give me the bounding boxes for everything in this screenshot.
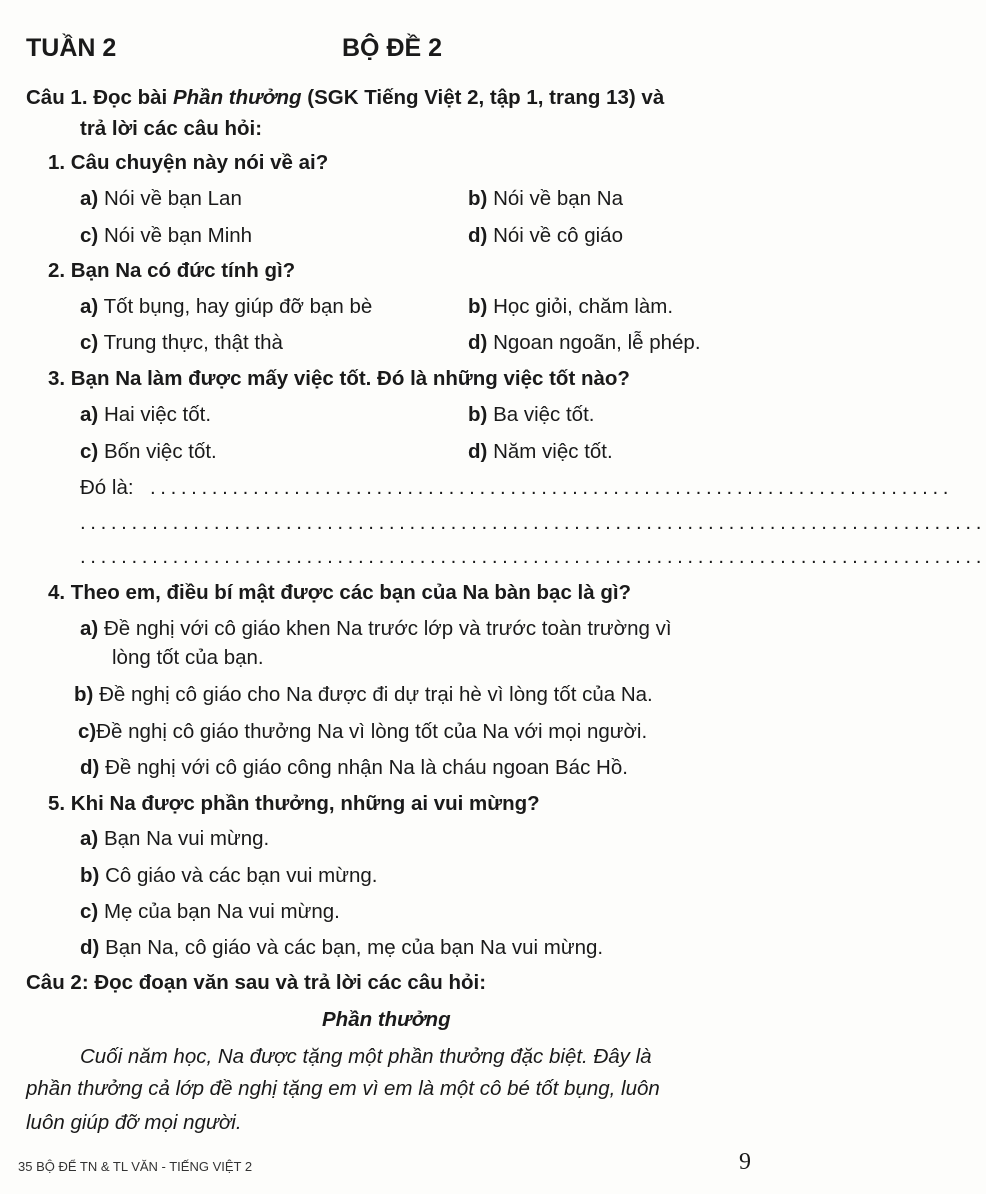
q2-option-c xyxy=(80,331,283,355)
q2-option-b xyxy=(468,295,673,319)
option-text: Đề nghị cô giáo thưởng Na vì lòng tốt của Na với mọi người. xyxy=(96,720,648,743)
answer-dotted-line: ........................................................................................ xyxy=(80,511,986,534)
passage-line: luôn giúp đỡ mọi người. xyxy=(26,1111,242,1134)
option-label: d) xyxy=(80,936,100,959)
q2-option-d xyxy=(468,331,701,355)
option-text: Tốt bụng, hay giúp đỡ bạn bè xyxy=(103,295,373,318)
option-label: a) xyxy=(80,827,99,850)
option-label: a) xyxy=(80,617,99,640)
question-1: 1. Câu chuyện này nói về ai? xyxy=(48,151,329,174)
q3-option-c xyxy=(80,440,217,464)
option-label: d) xyxy=(468,331,488,354)
q5-option-d xyxy=(80,936,603,960)
option-text: Ngoan ngoãn, lễ phép. xyxy=(493,331,701,354)
question-4: 4. Theo em, điều bí mật được các bạn của Na bàn bạc là gì? xyxy=(48,581,632,604)
q1-option-b xyxy=(468,187,623,211)
q3-option-d xyxy=(468,440,613,464)
option-label: d) xyxy=(80,756,100,779)
option-text: Nói về cô giáo xyxy=(493,224,623,247)
cau1-prefix: Câu 1. Đọc bài xyxy=(26,86,173,109)
option-text: Đề nghị với cô giáo khen Na trước lớp và trước toàn trường vì xyxy=(103,617,672,640)
option-text: Học giỏi, chăm làm. xyxy=(493,295,674,318)
q4-option-c xyxy=(78,720,647,744)
option-label: a) xyxy=(80,403,99,426)
option-text: Bạn Na, cô giáo và các bạn, mẹ của bạn Na vui mừng. xyxy=(105,936,604,959)
option-text: Đề nghị với cô giáo công nhận Na là cháu ngoan Bác Hồ. xyxy=(105,756,628,779)
option-text: Đề nghị cô giáo cho Na được đi dự trại hè vì lòng tốt của Na. xyxy=(99,683,653,706)
option-label: c) xyxy=(80,331,99,354)
answer-dotted-line: .............................................................................. xyxy=(150,476,954,499)
option-text: Nói về bạn Na xyxy=(493,187,623,210)
q3-answer-label: Đó là: xyxy=(80,476,134,499)
q5-option-c xyxy=(80,900,340,924)
option-text: Ba việc tốt. xyxy=(493,403,595,426)
option-text: Nói về bạn Lan xyxy=(103,187,242,210)
q4-option-a xyxy=(80,617,672,641)
option-text: Nói về bạn Minh xyxy=(103,224,253,247)
option-text: Mẹ của bạn Na vui mừng. xyxy=(103,900,340,923)
q1-option-d xyxy=(468,224,623,248)
q5-option-a xyxy=(80,827,269,851)
option-label: b) xyxy=(468,187,488,210)
q5-option-b xyxy=(80,864,377,888)
passage-line: phần thưởng cả lớp đề nghị tặng em vì em là một cô bé tốt bụng, luôn xyxy=(26,1077,660,1100)
passage-line: Cuối năm học, Na được tặng một phần thưởng đặc biệt. Đây là xyxy=(80,1045,652,1068)
option-label: c) xyxy=(80,900,99,923)
footer-book-title: 35 BỘ ĐỂ TN & TL VĂN - TIẾNG VIỆT 2 xyxy=(18,1159,253,1174)
week-label: TUẦN 2 xyxy=(26,34,117,62)
option-label: c) xyxy=(80,224,99,247)
cau1-heading xyxy=(26,86,664,110)
q2-option-a xyxy=(80,295,372,319)
option-label: d) xyxy=(468,440,488,463)
option-label: b) xyxy=(468,403,488,426)
cau1-line2: trả lời các câu hỏi: xyxy=(80,117,263,140)
cau1-suffix: (SGK Tiếng Việt 2, tập 1, trang 13) và xyxy=(301,86,665,109)
cau2-heading: Câu 2: Đọc đoạn văn sau và trả lời các câu hỏi: xyxy=(26,971,487,994)
option-label: a) xyxy=(80,187,99,210)
q1-option-a xyxy=(80,187,242,211)
question-2: 2. Bạn Na có đức tính gì? xyxy=(48,259,296,282)
option-text: Bạn Na vui mừng. xyxy=(103,827,270,850)
q4-option-a-cont: lòng tốt của bạn. xyxy=(112,646,264,669)
option-label: b) xyxy=(468,295,488,318)
passage-title: Phần thưởng xyxy=(322,1008,451,1031)
q4-option-b xyxy=(74,683,653,707)
option-text: Bốn việc tốt. xyxy=(103,440,217,463)
page-number: 9 xyxy=(739,1149,751,1175)
option-text: Năm việc tốt. xyxy=(493,440,613,463)
question-5: 5. Khi Na được phần thưởng, những ai vui mừng? xyxy=(48,792,540,815)
q3-option-b xyxy=(468,403,594,427)
q3-option-a xyxy=(80,403,211,427)
option-label: c) xyxy=(80,440,99,463)
option-text: Hai việc tốt. xyxy=(103,403,212,426)
option-label: b) xyxy=(80,864,100,887)
option-label: c) xyxy=(78,720,97,743)
option-label: d) xyxy=(468,224,488,247)
cau1-title: Phần thưởng xyxy=(172,86,302,109)
option-label: a) xyxy=(80,295,99,318)
answer-dotted-line: ........................................................................................ xyxy=(80,545,986,568)
option-text: Cô giáo và các bạn vui mừng. xyxy=(105,864,378,887)
q4-option-d xyxy=(80,756,628,780)
option-label: b) xyxy=(74,683,94,706)
q1-option-c xyxy=(80,224,252,248)
set-title: BỘ ĐỀ 2 xyxy=(342,34,443,62)
option-text: Trung thực, thật thà xyxy=(103,331,283,354)
question-3: 3. Bạn Na làm được mấy việc tốt. Đó là những việc tốt nào? xyxy=(48,367,630,390)
